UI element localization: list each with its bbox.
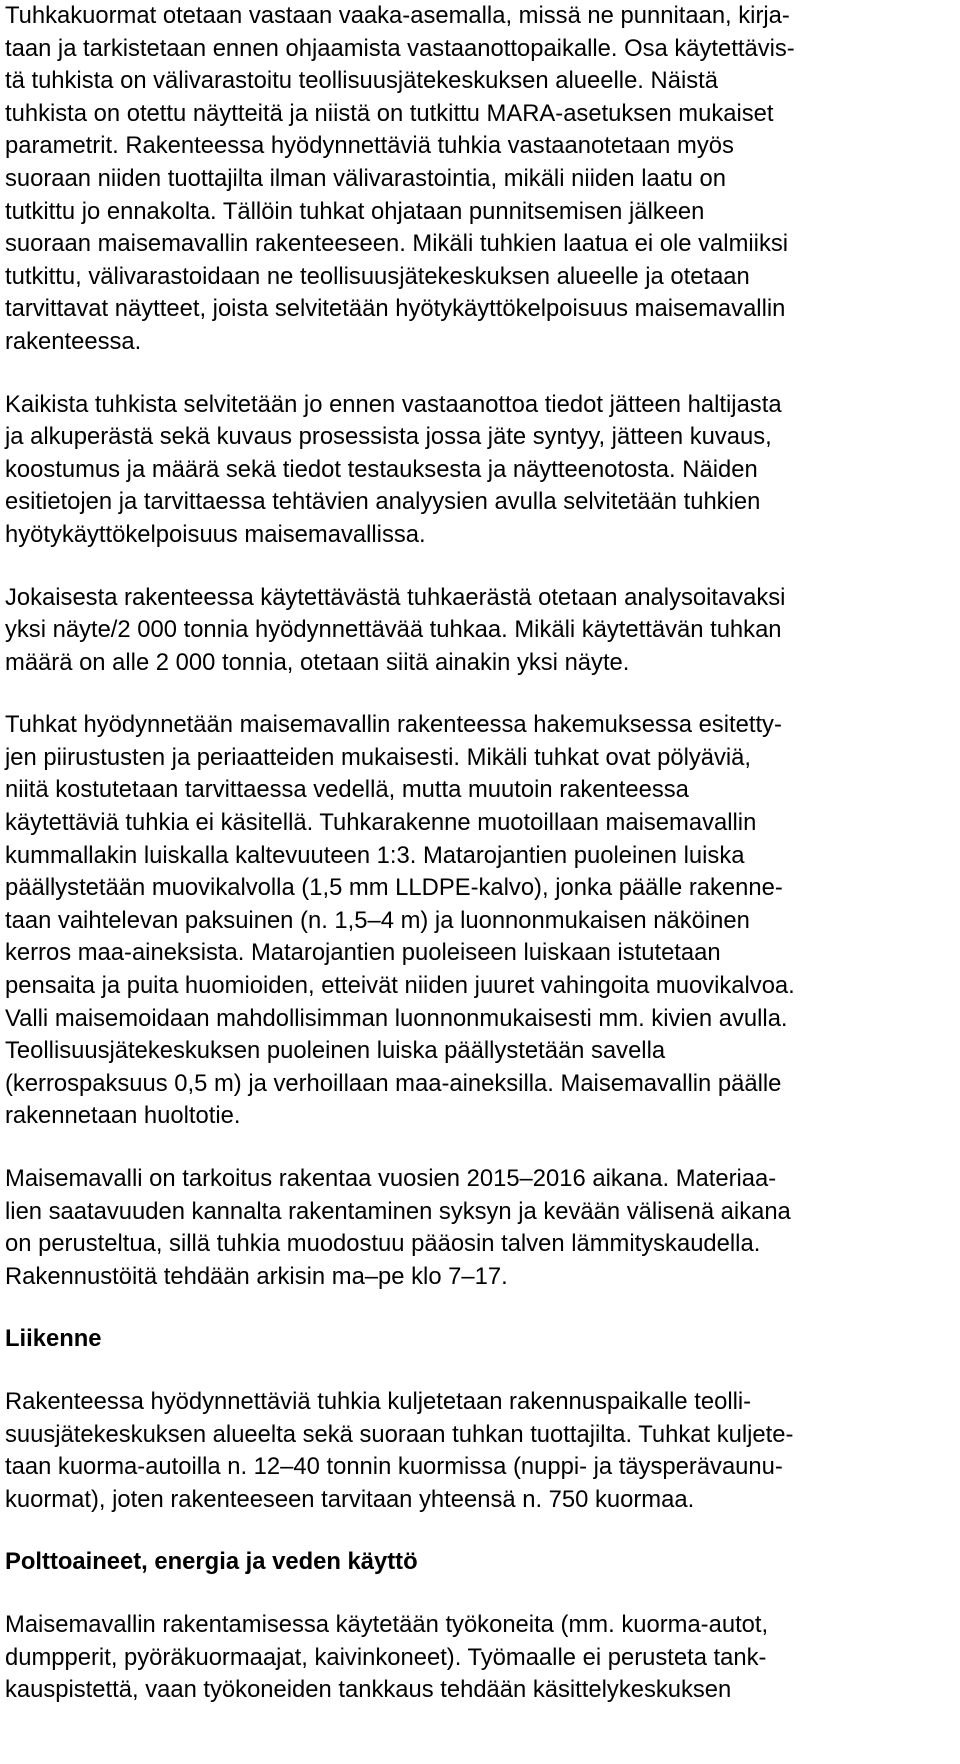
text-line: Teollisuusjätekeskuksen puoleinen luiska päällystetään savella xyxy=(5,1037,666,1065)
text-line: Maisemavalli on tarkoitus rakentaa vuosien 2015–2016 aikana. Materiaa- xyxy=(5,1165,777,1192)
document-page xyxy=(5,0,955,1707)
text-line: (kerrospaksuus 0,5 m) ja verhoillaan maa-aineksilla. Maisemavallin päälle xyxy=(5,1069,782,1097)
text-line: kerros maa-aineksista. Matarojantien puoleiseen luiskaan istutetaan xyxy=(5,939,721,967)
text-line: Maisemavallin rakentamisessa käytetään työkoneita (mm. kuorma-autot, xyxy=(5,1610,769,1638)
paragraph-gap xyxy=(5,359,955,389)
text-line: on perusteltua, sillä tuhkia muodostuu pääosin talven lämmityskaudella. xyxy=(5,1230,761,1258)
text-line: esitietojen ja tarvittaessa tehtävien analyysien avulla selvitetään tuhkien xyxy=(5,488,761,516)
text-line: koostumus ja määrä sekä tiedot testauksesta ja näytteenotosta. Näiden xyxy=(5,455,758,483)
text-line: parametrit. Rakenteessa hyödynnettäviä tuhkia vastaanotetaan myös xyxy=(5,132,734,160)
text-line: tarvittavat näytteet, joista selvitetään hyötykäyttökelpoisuus maisemavallin xyxy=(5,295,786,323)
text-line: hyötykäyttökelpoisuus maisemavallissa. xyxy=(5,520,426,548)
text-line: Rakennustöitä tehdään arkisin ma–pe klo 7–17. xyxy=(5,1262,508,1290)
text-line: suoraan niiden tuottajilta ilman välivarastointia, mikäli niiden laatu on xyxy=(5,164,726,192)
paragraph-gap xyxy=(5,1356,955,1386)
paragraph-fuels xyxy=(5,1609,955,1707)
text-line: taan vaihtelevan paksuinen (n. 1,5–4 m) ja luonnonmukaisen näköinen xyxy=(5,906,750,934)
text-line: kuormat), joten rakenteeseen tarvitaan yhteensä n. 750 kuormaa. xyxy=(5,1485,695,1513)
paragraph-gap xyxy=(5,1516,955,1546)
text-line: määrä on alle 2 000 tonnia, otetaan siitä ainakin yksi näyte. xyxy=(5,648,630,676)
text-line: rakenteessa. xyxy=(5,327,142,355)
paragraph-gap xyxy=(5,679,955,709)
paragraph-traffic xyxy=(5,1386,955,1516)
text-line: käytettäviä tuhkia ei käsitellä. Tuhkarakenne muotoillaan maisemavallin xyxy=(5,809,757,837)
paragraph-gap xyxy=(5,552,955,582)
text-line: Kaikista tuhkista selvitetään jo ennen vastaanottoa tiedot jätteen haltijasta xyxy=(5,390,782,418)
text-line: taan ja tarkistetaan ennen ohjaamista vastaanottopaikalle. Osa käytettävis- xyxy=(5,34,795,62)
text-line: Valli maisemoidaan mahdollisimman luonnonmukaisesti mm. kivien avulla. xyxy=(5,1004,788,1032)
text-line: dumpperit, pyöräkuormaajat, kaivinkoneet). Työmaalle ei perusteta tank- xyxy=(5,1643,767,1671)
paragraph-gap xyxy=(5,1293,955,1323)
text-line: päällystetään muovikalvolla (1,5 mm LLDPE-kalvo), jonka päälle rakenne- xyxy=(5,874,783,902)
paragraph-gap xyxy=(5,1133,955,1163)
text-line: suusjätekeskuksen alueelta sekä suoraan tuhkan tuottajilta. Tuhkat kuljete- xyxy=(5,1420,794,1448)
text-line: tä tuhkista on välivarastoitu teollisuusjätekeskuksen alueelle. Näistä xyxy=(5,67,718,95)
paragraph-schedule xyxy=(5,1163,955,1293)
paragraph-preliminary-info xyxy=(5,389,955,552)
text-line: pensaita ja puita huomioiden, etteivät niiden juuret vahingoita muovikalvoa. xyxy=(5,972,795,1000)
text-line: lien saatavuuden kannalta rakentaminen syksyn ja kevään välisenä aikana xyxy=(5,1197,791,1225)
heading-text: Liikenne xyxy=(5,1325,102,1353)
text-line: yksi näyte/2 000 tonnia hyödynnettävää tuhkaa. Mikäli käytettävän tuhkan xyxy=(5,616,782,644)
text-line: ja alkuperästä sekä kuvaus prosessista jossa jäte syntyy, jätteen kuvaus, xyxy=(5,423,772,451)
text-line: Tuhkakuormat otetaan vastaan vaaka-asemalla, missä ne punnitaan, kirja- xyxy=(5,2,790,29)
heading-text: Polttoaineet, energia ja veden käyttö xyxy=(5,1548,418,1576)
text-line: niitä kostutetaan tarvittaessa vedellä, mutta muutoin rakenteessa xyxy=(5,776,689,804)
text-line: Tuhkat hyödynnetään maisemavallin rakenteessa hakemuksessa esitetty- xyxy=(5,711,782,739)
text-line: kummallakin luiskalla kaltevuuteen 1:3. Matarojantien puoleinen luiska xyxy=(5,841,745,869)
paragraph-sampling xyxy=(5,582,955,680)
text-line: kauspistettä, vaan työkoneiden tankkaus tehdään käsittelykeskuksen xyxy=(5,1676,732,1704)
section-heading-fuels-energy-water xyxy=(5,1546,955,1579)
text-line: tuhkista on otettu näytteitä ja niistä on tutkittu MARA-asetuksen mukaiset xyxy=(5,99,774,127)
text-line: jen piirustusten ja periaatteiden mukaisesti. Mikäli tuhkat ovat pölyäviä, xyxy=(5,743,752,771)
paragraph-construction xyxy=(5,709,955,1133)
text-line: suoraan maisemavallin rakenteeseen. Mikäli tuhkien laatua ei ole valmiiksi xyxy=(5,230,789,258)
text-line: tutkittu, välivarastoidaan ne teollisuusjätekeskuksen alueelle ja otetaan xyxy=(5,262,750,290)
text-line: Jokaisesta rakenteessa käytettävästä tuhkaerästä otetaan analysoitavaksi xyxy=(5,583,786,611)
text-line: Rakenteessa hyödynnettäviä tuhkia kuljetetaan rakennuspaikalle teolli- xyxy=(5,1387,752,1415)
text-line: taan kuorma-autoilla n. 12–40 tonnin kuormissa (nuppi- ja täysperävaunu- xyxy=(5,1453,783,1481)
paragraph-gap xyxy=(5,1579,955,1609)
section-heading-traffic xyxy=(5,1323,955,1356)
paragraph-intake xyxy=(5,0,955,359)
text-line: tutkittu jo ennakolta. Tällöin tuhkat ohjataan punnitsemisen jälkeen xyxy=(5,197,705,225)
text-line: rakennetaan huoltotie. xyxy=(5,1102,241,1130)
